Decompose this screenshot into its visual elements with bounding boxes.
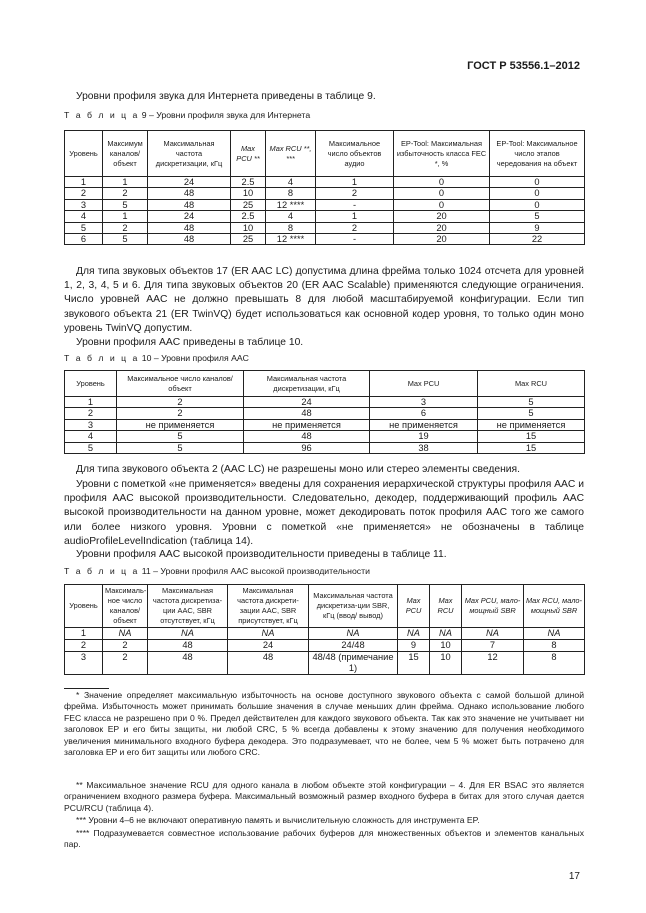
table-cell: 5 (65, 222, 103, 233)
table-cell: 48 (228, 652, 309, 675)
table-cell: 20 (394, 234, 490, 245)
table11-header-aac-no-sbr: Максимальная частота дискретиза-ции AAC, SBR отсутствует, кГц (148, 585, 228, 628)
paragraph-aac-lc: Для типа звукового объекта 2 (AAC LC) не разрешены моно или стерео элементы сведения. (76, 464, 520, 475)
table-cell: 12 (462, 652, 524, 675)
table-cell: 24 (148, 177, 231, 188)
paragraph-hp-levels: Уровни профиля AAC высокой производительности приведены в таблице 11. (76, 549, 447, 560)
table-cell: 4 (65, 431, 117, 442)
table-cell: NA (462, 628, 524, 640)
table-cell: 20 (394, 211, 490, 222)
paragraph-aac-levels: Уровни профиля AAC приведены в таблице 10. (76, 337, 304, 348)
table-cell: 2 (117, 408, 244, 419)
table10-caption-label: Т а б л и ц а (64, 353, 140, 363)
table-cell: 8 (524, 640, 585, 652)
table-cell: не применяется (117, 419, 244, 430)
table-cell: 5 (103, 234, 148, 245)
table-cell: 0 (394, 177, 490, 188)
table-cell: 38 (370, 442, 478, 453)
table10-header-row (65, 371, 585, 397)
table-cell: NA (309, 628, 398, 640)
table11-body (65, 628, 585, 675)
table-cell: 7 (462, 640, 524, 652)
table-cell: 10 (231, 222, 266, 233)
table-row (65, 652, 585, 675)
table11-caption-title: 11 – Уровни профиля AAC высокой производительности (141, 566, 370, 576)
table11-header-sbr-rate: Максимальная частота дискретиза-ции SBR, кГц (ввод/ вывод) (309, 585, 398, 628)
footnote-divider (64, 688, 109, 689)
paragraph-er-aac: Для типа звуковых объектов 17 (ER AAC LC) допустима длина фрейма только 1024 отсчета для уровней 1, 2, 3, 4, 5 и 6. Для типа звуковых объектов 20 (ER AAC Scalable) применяются следующие ограничения. Число уровней AAC не должно превышать 8 для любой масштабируемой конфигурации. Если тип звукового объекта 21 (ER TwinVQ) будет использоваться как основной кодер уровня, то только один моно уровень TwinVQ допустим. (64, 266, 584, 334)
table10-caption (64, 353, 249, 363)
table-row (65, 419, 585, 430)
table-cell: 48 (148, 222, 231, 233)
table-cell: 5 (103, 199, 148, 210)
table-cell: 48 (148, 652, 228, 675)
footnote-3: *** Уровни 4–6 не включают оперативную память и вычислительную сложность для инструмента EP. (76, 815, 480, 825)
table-cell: 5 (65, 442, 117, 453)
table-row (65, 431, 585, 442)
table9-header-sampling-rate: Максимальная частота дискретизации, кГц (148, 131, 231, 177)
table-row (65, 199, 585, 210)
table-cell: 2 (103, 188, 148, 199)
table11-header-aac-with-sbr: Максимальная частота дискрети-зации AAC, SBR присутствует, кГц (228, 585, 309, 628)
table11-header-max-pcu-lp-sbr: Max PCU, мало-мощный SBR (462, 585, 524, 628)
table-cell: 24 (244, 397, 370, 408)
table-cell: 20 (394, 222, 490, 233)
table-cell: 10 (430, 652, 462, 675)
table-cell: 5 (117, 442, 244, 453)
table10-header-channels: Максимальное число каналов/ объект (117, 371, 244, 397)
table-cell: 19 (370, 431, 478, 442)
table-cell: 1 (65, 628, 103, 640)
table-cell: 2 (65, 408, 117, 419)
table-cell: 5 (478, 397, 585, 408)
table9-header-audio-objects: Максимальное число объектов аудио (316, 131, 394, 177)
table-cell: не применяется (478, 419, 585, 430)
table-cell: 2.5 (231, 177, 266, 188)
table-cell: 24 (148, 211, 231, 222)
table10-header-max-rcu: Max RCU (478, 371, 585, 397)
table-cell: 3 (65, 199, 103, 210)
table-row (65, 408, 585, 419)
footnote-1: * Значение определяет максимальную избыточность на основе доступного звукового объекта с самой большой длиной фрейма. Избыточность может принимать большие значения в случае меньших длин фрейма. Однако использование любого FEC класса не разрешено при 0 %. Предел действителен для каждого звукового объекта. Так как это значение не учитывает ни заголовок EP и его биты защиты, ни любой CRC, 5 % всегда добавлены к этому значению для получения необходимого увеличения минимального входного буфера декодера. Это подразумевает, что не более, чем 5 % может быть потрачено для заголовка EP и его бит защиты или любого CRC. (64, 690, 584, 758)
table11-header-channels: Максималь-ное число каналов/ объект (103, 585, 148, 628)
table-row (65, 188, 585, 199)
table10-header-max-pcu: Max PCU (370, 371, 478, 397)
table-cell: 48/48 (примечание 1) (309, 652, 398, 675)
table10-header-sampling-rate: Максимальная частота дискретизации, кГц (244, 371, 370, 397)
table-cell: не применяется (370, 419, 478, 430)
table9-caption (64, 110, 310, 120)
table-cell: 2.5 (231, 211, 266, 222)
table-cell: 12 **** (266, 234, 316, 245)
table-10 (64, 370, 585, 454)
table-cell: 1 (316, 211, 394, 222)
table-cell: 22 (490, 234, 585, 245)
table-cell: 25 (231, 234, 266, 245)
table-cell: 2 (65, 188, 103, 199)
table-cell: 48 (148, 199, 231, 210)
table-cell: 4 (65, 211, 103, 222)
table-cell: 0 (394, 199, 490, 210)
table11-header-level: Уровень (65, 585, 103, 628)
table-cell: 0 (490, 199, 585, 210)
footnote-4: **** Подразумевается совместное использование рабочих буферов для множественных объектов и элементов канальных пар. (64, 828, 584, 850)
table9-body (65, 177, 585, 245)
table-cell: 15 (478, 431, 585, 442)
table9-header-max-pcu: Max PCU ** (231, 131, 266, 177)
table-cell: 96 (244, 442, 370, 453)
paragraph-not-applicable: Уровни с пометкой «не применяется» введены для сохранения иерархической структуры профиля AAC и профиля AAC высокой производительности. Следовательно, декодер, поддерживающий профиль AAC высокой производительности на данном уровне, может декодировать поток профиля AAC того же самого или более низкого уровня. Уровни с пометкой «не применяется» не обозначены в таблице audioProfileLevelIndication (таблица 14). (64, 479, 584, 547)
footnote-2: ** Максимальное значение RCU для одного канала в любом объекте этой конфигурации – 4. Для ER BSAC это является ограничением входного размера буфера. Максимальный возможный размер входного буфера в битах для этого случая дается PCU/RCU (таблица 4). (64, 780, 584, 813)
table-cell: не применяется (244, 419, 370, 430)
table-cell: 3 (65, 652, 103, 675)
table-cell: 3 (370, 397, 478, 408)
table-cell: NA (524, 628, 585, 640)
table-cell: 4 (266, 211, 316, 222)
table-cell: 0 (490, 188, 585, 199)
table-cell: 15 (478, 442, 585, 453)
table-cell: - (316, 234, 394, 245)
table-cell: 24 (228, 640, 309, 652)
page-number: 17 (568, 871, 580, 882)
table-cell: 6 (370, 408, 478, 419)
table-cell: 1 (103, 177, 148, 188)
table-cell: 6 (65, 234, 103, 245)
table-cell: 48 (244, 431, 370, 442)
table-row (65, 234, 585, 245)
table11-header-max-rcu-lp-sbr: Max RCU, мало-мощный SBR (524, 585, 585, 628)
table-cell: 48 (148, 640, 228, 652)
table11-header-max-rcu: Max RCU (430, 585, 462, 628)
table-cell: 9 (398, 640, 430, 652)
table-cell: 1 (103, 211, 148, 222)
table11-caption-label: Т а б л и ц а (64, 566, 140, 576)
table-cell: 5 (490, 211, 585, 222)
table-cell: NA (103, 628, 148, 640)
table-cell: 48 (244, 408, 370, 419)
table9-header-channels: Максимум каналов/ объект (103, 131, 148, 177)
table-row (65, 222, 585, 233)
table-cell: 1 (316, 177, 394, 188)
table-cell: 8 (266, 188, 316, 199)
table-cell: 15 (398, 652, 430, 675)
table-cell: 2 (103, 652, 148, 675)
table-row (65, 640, 585, 652)
table-cell: 48 (148, 188, 231, 199)
table-11 (64, 584, 585, 675)
table-row (65, 211, 585, 222)
table-cell: 4 (266, 177, 316, 188)
table-cell: 0 (490, 177, 585, 188)
table-cell: NA (228, 628, 309, 640)
table-cell: 1 (65, 177, 103, 188)
table9-header-max-rcu: Max RCU **, *** (266, 131, 316, 177)
table-cell: 8 (524, 652, 585, 675)
table10-body (65, 397, 585, 454)
table-row (65, 397, 585, 408)
table-cell: 2 (103, 222, 148, 233)
table-row (65, 628, 585, 640)
table-cell: 8 (266, 222, 316, 233)
table-cell: 2 (316, 188, 394, 199)
table-cell: 2 (103, 640, 148, 652)
table-cell: 2 (316, 222, 394, 233)
table9-caption-title: 9 – Уровни профиля звука для Интернета (141, 110, 311, 120)
table11-header-row (65, 585, 585, 628)
table9-header-fec-redundancy: EP-Tool: Максимальная избыточность класса FEC *, % (394, 131, 490, 177)
document-header: ГОСТ Р 53556.1–2012 (467, 60, 580, 72)
table11-header-max-pcu: Max PCU (398, 585, 430, 628)
table11-caption (64, 566, 370, 576)
table-row (65, 442, 585, 453)
table-cell: 24/48 (309, 640, 398, 652)
table-cell: 48 (148, 234, 231, 245)
table-cell: 2 (65, 640, 103, 652)
table-cell: NA (430, 628, 462, 640)
table-cell: 25 (231, 199, 266, 210)
table-cell: 3 (65, 419, 117, 430)
table-cell: 10 (430, 640, 462, 652)
table10-header-level: Уровень (65, 371, 117, 397)
table-cell: 5 (117, 431, 244, 442)
table9-header-level: Уровень (65, 131, 103, 177)
table9-header-row (65, 131, 585, 177)
table-cell: 0 (394, 188, 490, 199)
table10-caption-title: 10 – Уровни профиля AAC (141, 353, 249, 363)
table-cell: NA (148, 628, 228, 640)
table-cell: 5 (478, 408, 585, 419)
table-cell: 10 (231, 188, 266, 199)
table-cell: 9 (490, 222, 585, 233)
table9-header-interleaving: EP-Tool: Максимальное число этапов чередования на объект (490, 131, 585, 177)
table-cell: 1 (65, 397, 117, 408)
paragraph-intro: Уровни профиля звука для Интернета приведены в таблице 9. (76, 91, 376, 102)
table-cell: 2 (117, 397, 244, 408)
table-9 (64, 130, 585, 245)
table-cell: - (316, 199, 394, 210)
table-cell: 12 **** (266, 199, 316, 210)
table-row (65, 177, 585, 188)
table9-caption-label: Т а б л и ц а (64, 110, 140, 120)
table-cell: NA (398, 628, 430, 640)
